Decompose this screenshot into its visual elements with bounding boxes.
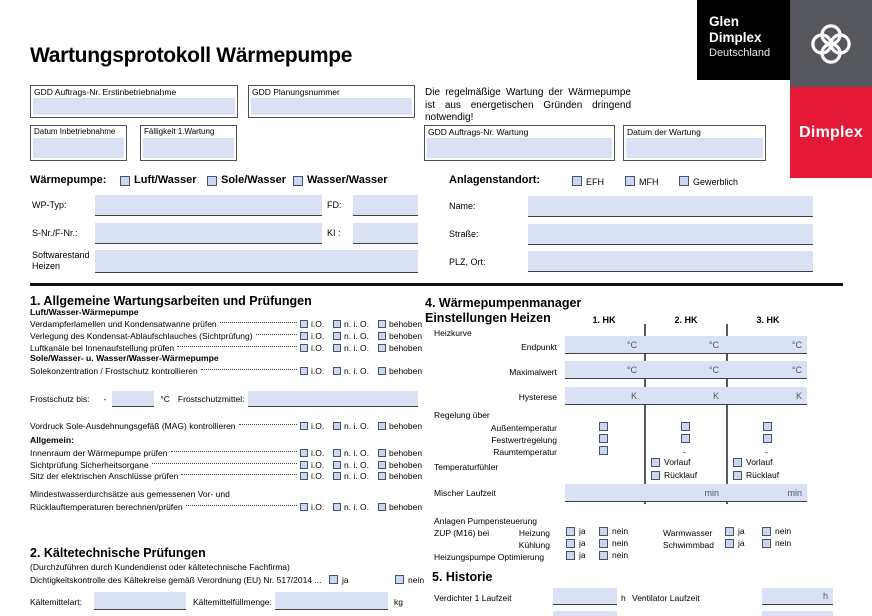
site-gewerblich-label: Gewerblich bbox=[693, 177, 739, 187]
warmwasser-ja-checkbox[interactable] bbox=[725, 527, 734, 536]
aussen-hk3-checkbox[interactable] bbox=[763, 422, 772, 431]
hysterese-label: Hysterese bbox=[518, 392, 557, 402]
wp-type-wasser-wasser-checkbox[interactable] bbox=[293, 176, 303, 186]
ki-input[interactable] bbox=[353, 223, 418, 244]
raumtemperatur-label: Raumtemperatur bbox=[493, 447, 557, 457]
wp-typ-input[interactable] bbox=[95, 195, 322, 216]
frostschutz-unit: °C bbox=[160, 393, 170, 404]
softwarestand-label-2: Heizen bbox=[32, 261, 61, 271]
heizkurve-label: Heizkurve bbox=[434, 328, 472, 338]
softwarestand-label-1: Softwarestand bbox=[32, 250, 90, 260]
behoben-checkbox[interactable] bbox=[378, 503, 386, 511]
dichtigkeit-nein-checkbox[interactable] bbox=[395, 575, 404, 584]
festwert-hk1-checkbox[interactable] bbox=[599, 434, 608, 443]
io-checkbox[interactable] bbox=[300, 344, 308, 352]
checklist-row: Innenraum der Wärmepumpe prüfen i.O. n. i. O. behoben bbox=[30, 447, 423, 458]
faelligkeit-wartung-label: Fälligkeit 1.Wartung bbox=[144, 127, 215, 136]
item-label: Verdampferlamellen und Kondensatwanne prüfen bbox=[30, 319, 217, 330]
schwimmbad-label: Schwimmbad bbox=[663, 540, 715, 550]
festwert-hk2-checkbox[interactable] bbox=[681, 434, 690, 443]
checklist-row: Luftkanäle bei Innenaufstellung prüfen i.O. n. i. O. behoben bbox=[30, 342, 423, 353]
item-label: Innenraum der Wärmepumpe prüfen bbox=[30, 447, 168, 458]
frostschutz-minus: - bbox=[103, 393, 107, 404]
pumpensteuerung-label: Anlagen Pumpensteuerung bbox=[434, 516, 538, 526]
section-divider bbox=[30, 283, 843, 286]
ruecklauf-hk2-checkbox[interactable] bbox=[651, 471, 660, 480]
dotted-leader bbox=[220, 322, 297, 323]
frostschutz-label: Frostschutz bis: bbox=[30, 393, 90, 404]
brand-line-2: Dimplex bbox=[709, 30, 762, 45]
ruecklauf-hk2-label: Rücklauf bbox=[664, 470, 698, 480]
ventilator-laufzeit-label: Ventilator Laufzeit bbox=[632, 593, 700, 603]
section2-title: 2. Kältetechnische Prüfungen bbox=[30, 546, 206, 560]
kaeltemittelart-label: Kältemittelart: bbox=[30, 597, 82, 607]
nio-checkbox[interactable] bbox=[333, 449, 341, 457]
faelligkeit-wartung-input[interactable] bbox=[143, 138, 234, 158]
wp-type-luft-wasser-label: Luft/Wasser bbox=[134, 174, 197, 186]
frostschutzmittel-label: Frostschutzmittel: bbox=[177, 393, 245, 404]
plz-ort-label: PLZ, Ort: bbox=[449, 257, 486, 267]
aussentemperatur-label: Außentemperatur bbox=[490, 423, 557, 433]
nio-checkbox[interactable] bbox=[333, 461, 341, 469]
group-sole-wasser: Sole/Wasser- u. Wasser/Wasser-Wärmepumpe bbox=[30, 353, 219, 364]
io-checkbox[interactable] bbox=[300, 367, 308, 375]
checklist-row: Sichtprüfung Sicherheitsorgane i.O. n. i. O. behoben bbox=[30, 459, 423, 470]
datum-inbetriebnahme-label: Datum Inbetriebnahme bbox=[34, 127, 116, 136]
section4-title-2: Einstellungen Heizen bbox=[425, 311, 551, 325]
gdd-auftrag-erst-input[interactable] bbox=[33, 98, 235, 115]
snr-label: S-Nr./F-Nr.: bbox=[32, 228, 78, 238]
datum-inbetriebnahme-field bbox=[30, 125, 127, 161]
fuellmenge-input[interactable] bbox=[275, 592, 388, 610]
io-checkbox[interactable] bbox=[300, 461, 308, 469]
behoben-checkbox[interactable] bbox=[378, 367, 386, 375]
dichtigkeit-ja-checkbox[interactable] bbox=[329, 575, 338, 584]
gdd-auftrag-wartung-label: GDD Auftrags-Nr. Wartung bbox=[428, 127, 529, 137]
group-allgemein: Allgemein: bbox=[30, 435, 74, 446]
wp-type-sole-wasser-checkbox[interactable] bbox=[207, 176, 217, 186]
wp-type-sole-wasser-label: Sole/Wasser bbox=[221, 174, 287, 186]
frostschutzmittel-input[interactable] bbox=[248, 391, 418, 407]
fd-label: FD: bbox=[327, 200, 342, 210]
endpunkt-label: Endpunkt bbox=[521, 342, 557, 352]
gdd-planung-label: GDD Planungsnummer bbox=[252, 87, 340, 97]
optimierung-ja-checkbox[interactable] bbox=[566, 551, 575, 560]
dotted-leader bbox=[152, 463, 297, 464]
regelung-label: Regelung über bbox=[434, 410, 490, 420]
section4-title-1: 4. Wärmepumpenmanager bbox=[425, 296, 582, 310]
item-label: Luftkanäle bei Innenaufstellung prüfen bbox=[30, 342, 175, 353]
checklist-row: Verdampferlamellen und Kondensatwanne prüfen i.O. n. i. O. behoben bbox=[30, 319, 423, 330]
item-label: Sitz der elektrischen Anschlüsse prüfen bbox=[30, 471, 179, 482]
name-label: Name: bbox=[449, 201, 476, 211]
group-luft-wasser: Luft/Wasser-Wärmepumpe bbox=[30, 307, 139, 317]
gdd-auftrag-erst-label: GDD Auftrags-Nr. Erstinbetriebnahme bbox=[34, 87, 177, 97]
dotted-leader bbox=[177, 346, 297, 347]
item-label: Solekonzentration / Frostschutz kontrollieren bbox=[30, 365, 198, 376]
zup-heizung-ja-checkbox[interactable] bbox=[566, 527, 575, 536]
site-efh-checkbox[interactable] bbox=[572, 176, 582, 186]
gdd-auftrag-wartung-input[interactable] bbox=[427, 138, 612, 158]
site-mfh-checkbox[interactable] bbox=[625, 176, 635, 186]
dotted-leader bbox=[181, 474, 297, 475]
section4-table: 4. Wärmepumpenmanager Einstellungen Heizen 1. HK 2. HK 3. HK Heizkurve Endpunkt °C °C °C Maximalwert °C °C °C Hysterese K K K Regelung über Außentemperatur Festwertregelung Raumtemperatur - - Temperaturfühler Vorlauf Rücklauf Vorlauf Rücklauf Mischer Laufzeit min min bbox=[425, 296, 815, 512]
datum-wartung-field bbox=[623, 125, 766, 161]
item-label: Verlegung des Kondensat-Ablaufschlauches (Sichtprüfung) bbox=[30, 330, 253, 341]
ventilator-h-unit: h bbox=[822, 591, 828, 601]
waermepumpe-label: Wärmepumpe: bbox=[30, 174, 107, 186]
behoben-checkbox[interactable] bbox=[378, 449, 386, 457]
ki-label: KI : bbox=[327, 228, 341, 238]
softwarestand-input[interactable] bbox=[95, 250, 418, 273]
behoben-checkbox[interactable] bbox=[378, 320, 386, 328]
brand-line-3: Deutschland bbox=[709, 47, 771, 59]
checklist-row: Verlegung des Kondensat-Ablaufschlauches (Sichtprüfung) i.O. n. i. O. behoben bbox=[30, 330, 423, 341]
io-checkbox[interactable] bbox=[300, 320, 308, 328]
gdd-planung-field bbox=[248, 85, 415, 118]
dimplex-wordmark: Dimplex bbox=[799, 123, 863, 141]
plz-ort-input[interactable] bbox=[528, 251, 813, 272]
dotted-leader bbox=[201, 369, 297, 370]
ruecklauf-hk3-label: Rücklauf bbox=[746, 470, 780, 480]
site-efh-label: EFH bbox=[586, 177, 604, 187]
checklist-row: Solekonzentration / Frostschutz kontrollieren i.O. n. i. O. behoben bbox=[30, 365, 423, 376]
behoben-checkbox[interactable] bbox=[378, 332, 386, 340]
io-checkbox[interactable] bbox=[300, 422, 308, 430]
frostschutz-row bbox=[30, 377, 418, 421]
behoben-checkbox[interactable] bbox=[378, 461, 386, 469]
dichtigkeit-label: Dichtigkeitskontrolle des Kältekreise gemäß Verordnung (EU) Nr. 517/2014 ... bbox=[30, 575, 322, 585]
warmwasser-label: Warmwasser bbox=[663, 528, 713, 538]
zup-label: ZUP (M16) bei bbox=[434, 528, 490, 538]
raum-hk3-dash: - bbox=[765, 447, 768, 457]
checklist-row: Sitz der elektrischen Anschlüsse prüfen i.O. n. i. O. behoben bbox=[30, 471, 423, 482]
dichtigkeit-ja-label: ja bbox=[342, 575, 349, 585]
site-mfh-label: MFH bbox=[639, 177, 659, 187]
vorlauf-hk3-label: Vorlauf bbox=[746, 457, 773, 467]
gdd-auftrag-wartung-field bbox=[424, 125, 615, 161]
schwimmbad-ja-checkbox[interactable] bbox=[725, 539, 734, 548]
verdichter-h-unit: h bbox=[621, 593, 626, 603]
warmwasser-nein-checkbox[interactable] bbox=[762, 527, 771, 536]
nio-checkbox[interactable] bbox=[333, 422, 341, 430]
heizung-label: Heizung bbox=[518, 528, 550, 538]
maximalwert-label: Maximalwert bbox=[509, 367, 557, 377]
section5-title: 5. Historie bbox=[432, 570, 493, 584]
dotted-leader bbox=[256, 334, 297, 335]
history-next-input-partial[interactable] bbox=[762, 611, 833, 616]
zup-kuehlung-ja-checkbox[interactable] bbox=[566, 539, 575, 548]
dotted-leader bbox=[171, 451, 298, 452]
aussen-hk2-checkbox[interactable] bbox=[681, 422, 690, 431]
vorlauf-hk2-checkbox[interactable] bbox=[651, 458, 660, 467]
anlagenstandort-label: Anlagenstandort: bbox=[449, 174, 541, 186]
name-input[interactable] bbox=[528, 196, 813, 217]
festwert-hk3-checkbox[interactable] bbox=[763, 434, 772, 443]
hk1-header: 1. HK bbox=[592, 315, 616, 325]
site-gewerblich-checkbox[interactable] bbox=[679, 176, 689, 186]
gdd-planung-input[interactable] bbox=[251, 98, 412, 115]
multiline-item-line2: Rücklauftemperaturen berechnen/prüfen bbox=[30, 501, 183, 512]
zup-kuehlung-nein-checkbox[interactable] bbox=[599, 539, 608, 548]
section1-title: 1. Allgemeine Wartungsarbeiten und Prüfungen bbox=[30, 294, 312, 308]
nio-checkbox[interactable] bbox=[333, 472, 341, 480]
raum-hk1-checkbox[interactable] bbox=[599, 446, 608, 455]
zup-heizung-nein-checkbox[interactable] bbox=[599, 527, 608, 536]
io-checkbox[interactable] bbox=[300, 332, 308, 340]
nio-checkbox[interactable] bbox=[333, 332, 341, 340]
section1-checklist bbox=[30, 307, 423, 513]
verdichter-laufzeit-input[interactable] bbox=[553, 588, 617, 605]
multiline-item-line1: Mindestwasserdurchsätze aus gemessenen Vor- und bbox=[30, 488, 230, 499]
ventilator-laufzeit-input[interactable] bbox=[762, 588, 833, 605]
behoben-checkbox[interactable] bbox=[378, 344, 386, 352]
snr-input[interactable] bbox=[95, 223, 322, 244]
fd-input[interactable] bbox=[353, 195, 418, 216]
faelligkeit-wartung-field bbox=[140, 125, 237, 161]
wp-type-wasser-wasser-label: Wasser/Wasser bbox=[307, 174, 388, 186]
dimplex-logo bbox=[790, 87, 872, 178]
datum-wartung-label: Datum der Wartung bbox=[627, 127, 701, 137]
notice-line-1: Die regelmäßige Wartung der Wärmepumpe ist bbox=[425, 87, 631, 111]
maintenance-notice bbox=[425, 87, 631, 125]
wartungsprotokoll-page: Glen Dimplex Deutschland Dimplex Wartungsprotokoll Wärmepumpe GDD Auftrags-Nr. Erstinbetriebnahme GDD Planungsnummer Die regelmäßige Wartung der Wärmepumpe ist aus energetischen Gründen dringend notwendig! Datum Inbetriebnahme Fälligkeit 1.Wartung GDD Auftrags-Nr. Wartung Datum der Wartung Wärmepumpe: Luft/Wasser Sole/Wasser Wasser/Wasser WP-Typ: FD: S-Nr./F-Nr.: KI : Softwarestand Heizen Anlagenstandort: EFH MFH Gewerblich Name: Straße: PLZ, Ort: 1. Allgemeine Wartungsarbeiten und Prüfungen Luft/Wasser-Wärmepumpe Verdampferlamellen und Kondensatwanne prüfen i.O. n. i. O. behoben Verlegung des Kondensat-Ablaufschlauches (Sichtprüfung) i.O. n. i. O. behoben Luftkanäle bei Innenaufstellung prüfen i.O. n. i. O. behoben Sole/Wasser- u. Wasser/Wasser-Wärmepumpe Solekonzentration / Frostschutz kontrollieren i.O. n. i. O. behoben Frostschutz bis: - °C Frostschutzmittel: Vordruck Sole-Ausdehnungsgefäß (MAG) kontrollieren i.O. n. i. O. behoben Allgemein: Innenraum der Wärmepumpe prüfen i.O. n. i. O. behoben Sichtprüfung Sicherheitsorgane i.O. n. i. O. behoben Sitz der elektrischen Anschlüsse prüfen i.O. n. i. O. behoben Mindestwasserdurchsätze aus gemessenen Vor- und Rücklauftemperaturen berechnen/prüfen i.O. n. i. O. behoben 2. Kältetechnische Prüfungen (Durchzuführen durch Kundendienst oder kältetechnische Fachfirma) Dichtigkeitskontrolle des Kältekreise gemäß Verordnung (EU) Nr. 517/2014 ... ja nein Kältemittelart: Kältemittelfüllmenge: kg 4. Wärmepumpenmanager Einstellungen Heizen 1. HK 2. HK 3. HK Heizkurve Endpunkt °C °C °C Maximalwert °C °C °C Hysterese K K K Regelung über Außentemperatur Festwertregelung Raumtemperatur - - Temperaturfühler Vorlauf Rücklauf Vorlauf Rücklauf Mischer Laufzeit min min Anlagen Pumpensteuerung ZUP (M16) bei Heizung ja nein Warmwasser ja nein Kühlung ja nein Schwimmbad ja nein Heizungspumpe Optimierung ja nein 5. Historie Verdichter 1 Laufzeit h Ventilator Laufzeit h bbox=[0, 0, 872, 616]
page-title: Wartungsprotokoll Wärmepumpe bbox=[30, 44, 353, 67]
behoben-checkbox[interactable] bbox=[378, 472, 386, 480]
io-checkbox[interactable] bbox=[300, 503, 308, 511]
nio-checkbox[interactable] bbox=[333, 344, 341, 352]
brand-line-1: Glen bbox=[709, 14, 740, 29]
kuehlung-label: Kühlung bbox=[518, 540, 550, 550]
strasse-input[interactable] bbox=[528, 224, 813, 245]
nio-checkbox[interactable] bbox=[333, 503, 341, 511]
datum-inbetriebnahme-input[interactable] bbox=[33, 138, 124, 158]
kaeltemittelart-input[interactable] bbox=[94, 592, 186, 610]
vorlauf-hk2-label: Vorlauf bbox=[664, 457, 691, 467]
dotted-leader bbox=[186, 505, 297, 506]
item-label: Sichtprüfung Sicherheitsorgane bbox=[30, 459, 149, 470]
checklist-row: Vordruck Sole-Ausdehnungsgefäß (MAG) kontrollieren i.O. n. i. O. behoben bbox=[30, 421, 423, 432]
datum-wartung-input[interactable] bbox=[626, 138, 763, 158]
io-checkbox[interactable] bbox=[300, 472, 308, 480]
hk3-header: 3. HK bbox=[756, 315, 780, 325]
optimierung-nein-checkbox[interactable] bbox=[599, 551, 608, 560]
hk2-header: 2. HK bbox=[674, 315, 698, 325]
verdichter-laufzeit-label: Verdichter 1 Laufzeit bbox=[434, 593, 512, 603]
gdd-auftrag-erst-field bbox=[30, 85, 238, 118]
notice-line-2: aus energetischen Gründen dringend notwendig! bbox=[425, 99, 631, 123]
frostschutz-bis-input[interactable] bbox=[112, 391, 154, 407]
raum-hk2-dash: - bbox=[683, 447, 686, 457]
behoben-checkbox[interactable] bbox=[378, 422, 386, 430]
aussen-hk1-checkbox[interactable] bbox=[599, 422, 608, 431]
nio-checkbox[interactable] bbox=[333, 367, 341, 375]
festwertregelung-label: Festwertregelung bbox=[491, 435, 557, 445]
nio-checkbox[interactable] bbox=[333, 320, 341, 328]
io-checkbox[interactable] bbox=[300, 449, 308, 457]
mischer-laufzeit-label: Mischer Laufzeit bbox=[434, 488, 496, 498]
ruecklauf-hk3-checkbox[interactable] bbox=[733, 471, 742, 480]
strasse-label: Straße: bbox=[449, 229, 479, 239]
kg-unit: kg bbox=[394, 597, 403, 607]
checklist-row: Rücklauftemperaturen berechnen/prüfen i.O. n. i. O. behoben bbox=[30, 501, 423, 512]
dotted-leader bbox=[239, 424, 297, 425]
glen-dimplex-logo bbox=[697, 0, 790, 80]
item-label: Vordruck Sole-Ausdehnungsgefäß (MAG) kontrollieren bbox=[30, 421, 236, 432]
vorlauf-hk3-checkbox[interactable] bbox=[733, 458, 742, 467]
dichtigkeit-nein-label: nein bbox=[408, 575, 425, 585]
section2-subtitle: (Durchzuführen durch Kundendienst oder kältetechnische Fachfirma) bbox=[30, 562, 290, 572]
history-next-input-partial[interactable] bbox=[553, 611, 617, 616]
glen-dimplex-knot-icon bbox=[790, 0, 872, 87]
temperaturfuehler-label: Temperaturfühler bbox=[434, 462, 499, 472]
heizungspumpe-optimierung-label: Heizungspumpe Optimierung bbox=[434, 552, 545, 562]
wp-type-luft-wasser-checkbox[interactable] bbox=[120, 176, 130, 186]
fuellmenge-label: Kältemittelfüllmenge: bbox=[193, 597, 272, 607]
wp-typ-label: WP-Typ: bbox=[32, 200, 67, 210]
schwimmbad-nein-checkbox[interactable] bbox=[762, 539, 771, 548]
